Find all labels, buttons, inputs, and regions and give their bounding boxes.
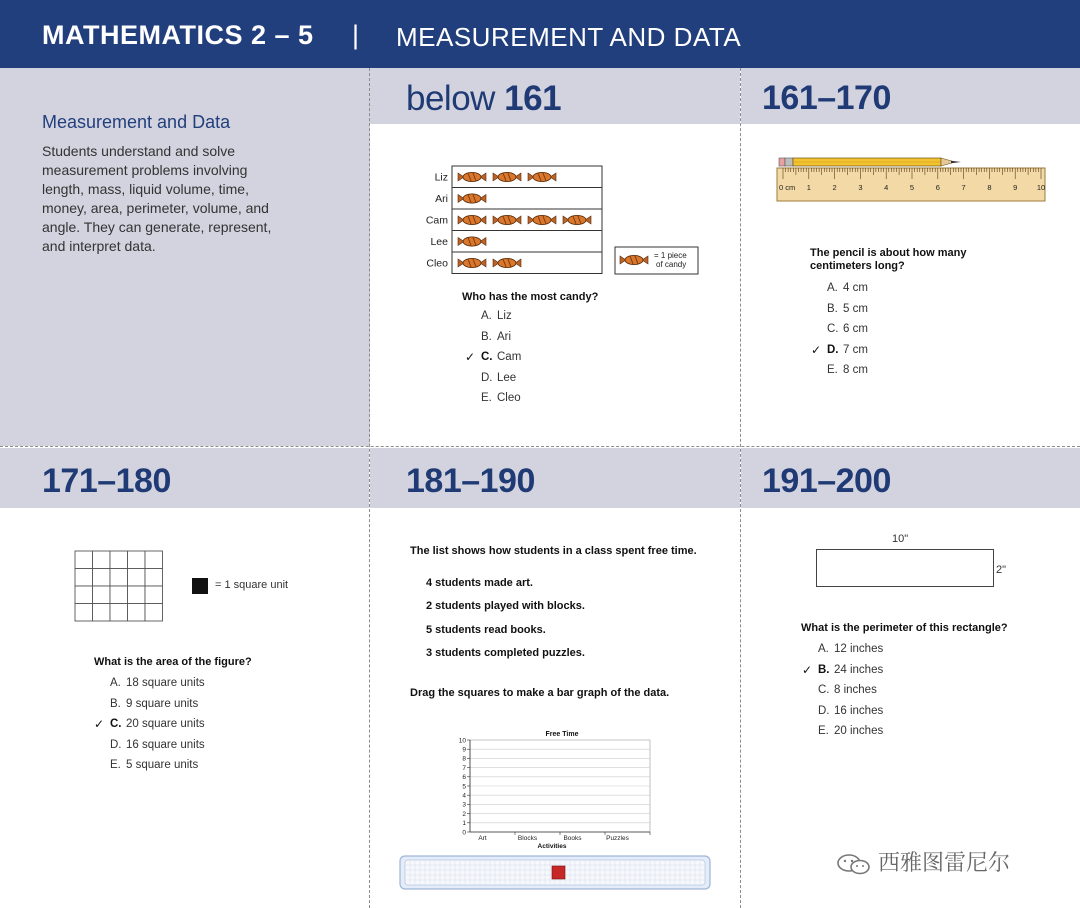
level-label: 181–190 bbox=[406, 462, 535, 500]
ruler-label: 5 bbox=[909, 183, 915, 192]
checkmark-icon: ✓ bbox=[811, 342, 822, 357]
grid-cell bbox=[128, 586, 146, 604]
unit-key-label: = 1 square unit bbox=[215, 579, 289, 591]
option-letter: B. bbox=[110, 697, 121, 710]
page-header bbox=[0, 0, 1080, 68]
rect-height-label: 2" bbox=[996, 564, 1007, 576]
grid-cell bbox=[75, 586, 93, 604]
grid-cell bbox=[110, 604, 128, 622]
area-figure bbox=[0, 448, 369, 638]
grid-cell bbox=[110, 551, 128, 569]
option-letter: E. bbox=[818, 725, 829, 737]
chart-title: Free Time bbox=[545, 731, 579, 738]
y-tick-label: 1 bbox=[462, 820, 466, 828]
grid-cell bbox=[110, 569, 128, 587]
key-label: of candy bbox=[656, 260, 687, 269]
option-letter: D. bbox=[110, 738, 122, 751]
y-tick-label: 7 bbox=[462, 764, 466, 772]
rect-option[interactable] bbox=[802, 725, 883, 746]
x-tick-label: Blocks bbox=[517, 835, 538, 842]
option-text: 6 cm bbox=[843, 323, 868, 335]
intro-body: Students understand and solve measurement problems involving length, mass, liquid volume, time, money, area, perimeter, volume, and angle. They can generate, represent, and interpret data. bbox=[42, 143, 272, 254]
intro-title: Measurement and Data bbox=[42, 112, 231, 132]
free-time-bar-chart[interactable] bbox=[370, 718, 740, 908]
level-161-170-panel bbox=[741, 68, 1080, 446]
area-option[interactable] bbox=[94, 759, 205, 780]
pictograph-name: Liz bbox=[434, 171, 448, 184]
option-letter: A. bbox=[827, 282, 838, 294]
freetime-item: 5 students read books. bbox=[426, 624, 546, 636]
candy-option[interactable] bbox=[465, 310, 521, 331]
topic-title: MEASUREMENT AND DATA bbox=[396, 22, 742, 52]
y-tick-label: 6 bbox=[462, 774, 466, 782]
watermark-text: 西雅图雷尼尔 bbox=[878, 851, 1011, 876]
grid-cell bbox=[110, 586, 128, 604]
option-text: 20 square units bbox=[126, 718, 205, 730]
divider-horizontal bbox=[0, 446, 1080, 447]
level-171-180-panel bbox=[0, 448, 369, 908]
ruler-label: 9 bbox=[1013, 183, 1018, 192]
pencil-option[interactable] bbox=[811, 282, 868, 303]
ruler-label: 6 bbox=[935, 183, 940, 192]
option-text: 18 square units bbox=[126, 677, 205, 689]
level-band bbox=[370, 448, 740, 508]
pictograph-name: Cam bbox=[425, 214, 448, 227]
unit-square-key bbox=[192, 578, 208, 594]
option-text: 24 inches bbox=[834, 663, 884, 676]
grid-cell bbox=[145, 586, 163, 604]
option-text: 7 cm bbox=[843, 343, 868, 356]
y-tick-label: 9 bbox=[462, 746, 466, 754]
candy-pictograph bbox=[370, 68, 740, 446]
option-letter: A. bbox=[818, 643, 829, 655]
pencil-ruler-figure bbox=[741, 68, 1080, 228]
pictograph-name: Cleo bbox=[426, 257, 448, 270]
pictograph-name: Ari bbox=[435, 193, 448, 205]
intro-panel bbox=[0, 68, 370, 446]
y-tick-label: 2 bbox=[462, 810, 466, 818]
freetime-item: 3 students completed puzzles. bbox=[426, 647, 585, 659]
option-letter: E. bbox=[827, 364, 838, 376]
pencil-option[interactable] bbox=[811, 364, 868, 385]
checkmark-icon: ✓ bbox=[465, 350, 476, 364]
area-option[interactable] bbox=[94, 677, 205, 698]
option-text: 20 inches bbox=[834, 725, 884, 737]
option-letter: D. bbox=[818, 704, 830, 717]
candy-option[interactable] bbox=[465, 372, 521, 393]
option-text: 16 square units bbox=[126, 738, 205, 751]
area-option[interactable] bbox=[94, 739, 205, 760]
option-letter: A. bbox=[110, 677, 121, 689]
option-text: Lee bbox=[497, 371, 517, 384]
y-tick-label: 10 bbox=[458, 737, 466, 745]
subject-title: MATHEMATICS 2 – 5 bbox=[42, 20, 314, 50]
checkmark-icon: ✓ bbox=[802, 662, 813, 677]
grid-cell bbox=[93, 604, 111, 622]
grid-cell bbox=[128, 604, 146, 622]
grid-cell bbox=[145, 604, 163, 622]
y-tick-label: 4 bbox=[462, 792, 466, 800]
freetime-instruction: Drag the squares to make a bar graph of the data. bbox=[410, 687, 670, 699]
option-letter: B. bbox=[827, 302, 838, 315]
ruler-label: 0 cm bbox=[779, 183, 796, 192]
option-letter: E. bbox=[481, 392, 492, 404]
option-text: 5 square units bbox=[126, 759, 199, 771]
y-tick-label: 5 bbox=[462, 783, 466, 791]
candy-option[interactable] bbox=[465, 392, 521, 413]
option-text: Cleo bbox=[497, 392, 521, 404]
level-191-200-panel bbox=[741, 448, 1080, 908]
option-text: 12 inches bbox=[834, 643, 884, 655]
ruler-label: 7 bbox=[961, 183, 966, 192]
pencil-option[interactable] bbox=[811, 323, 868, 344]
option-text: Cam bbox=[497, 351, 522, 363]
option-letter: C. bbox=[818, 684, 830, 696]
drag-square[interactable] bbox=[552, 866, 565, 879]
level-label: 161–170 bbox=[762, 79, 891, 117]
grid-cell bbox=[128, 551, 146, 569]
area-option[interactable] bbox=[94, 698, 205, 719]
watermark bbox=[836, 846, 1010, 877]
option-text: 8 cm bbox=[843, 364, 868, 376]
grid-cell bbox=[75, 551, 93, 569]
y-tick-label: 3 bbox=[462, 801, 466, 809]
ruler-label: 8 bbox=[987, 183, 992, 192]
header-separator: | bbox=[352, 20, 360, 50]
y-tick-label: 8 bbox=[462, 755, 466, 763]
grid-cell bbox=[93, 586, 111, 604]
option-text: 16 inches bbox=[834, 704, 884, 717]
rect-options bbox=[802, 643, 883, 746]
option-letter: B. bbox=[818, 663, 830, 676]
level-band bbox=[741, 448, 1080, 508]
option-letter: C. bbox=[827, 323, 839, 335]
level-label: 171–180 bbox=[42, 462, 171, 500]
candy-question: Who has the most candy? bbox=[462, 291, 599, 303]
level-181-190-panel bbox=[370, 448, 740, 908]
option-text: 5 cm bbox=[843, 302, 868, 315]
option-letter: C. bbox=[110, 718, 122, 730]
pictograph-name: Lee bbox=[430, 236, 448, 248]
area-question: What is the area of the figure? bbox=[94, 656, 252, 668]
y-tick-label: 0 bbox=[462, 829, 466, 837]
rect-option[interactable] bbox=[802, 684, 883, 705]
x-axis-label: Activities bbox=[537, 843, 567, 850]
area-options bbox=[94, 677, 205, 780]
option-letter: E. bbox=[110, 759, 121, 771]
freetime-intro: The list shows how students in a class spent free time. bbox=[410, 545, 697, 557]
rect-width-label: 10" bbox=[892, 533, 909, 545]
freetime-item: 4 students made art. bbox=[426, 577, 533, 589]
grid-cell bbox=[75, 569, 93, 587]
ruler-label: 1 bbox=[806, 183, 811, 192]
pencil bbox=[779, 158, 961, 166]
rect-question: What is the perimeter of this rectangle? bbox=[801, 622, 1008, 634]
ruler-label: 4 bbox=[884, 183, 889, 192]
pencil-question: The pencil is about how many centimeters long? bbox=[810, 247, 967, 272]
option-text: Liz bbox=[497, 310, 512, 322]
rect-option[interactable] bbox=[802, 664, 883, 685]
grid-cell bbox=[145, 551, 163, 569]
option-text: Ari bbox=[497, 330, 512, 343]
grid-cell bbox=[145, 569, 163, 587]
pencil-option[interactable] bbox=[811, 303, 868, 324]
ruler-label: 10 bbox=[1036, 183, 1046, 192]
chat-bubbles-icon bbox=[836, 852, 872, 876]
option-text: 8 inches bbox=[834, 684, 877, 696]
option-letter: D. bbox=[827, 343, 839, 356]
candy-options bbox=[465, 310, 521, 413]
rect-option[interactable] bbox=[802, 705, 883, 726]
level-below-161-panel bbox=[370, 68, 740, 446]
candy-option[interactable] bbox=[465, 351, 521, 372]
level-label: 191–200 bbox=[762, 462, 891, 500]
x-tick-label: Books bbox=[563, 835, 582, 842]
checkmark-icon: ✓ bbox=[94, 717, 105, 731]
option-text: 9 square units bbox=[126, 697, 199, 710]
option-text: 4 cm bbox=[843, 282, 868, 294]
grid-cell bbox=[75, 604, 93, 622]
pencil-option[interactable] bbox=[811, 344, 868, 365]
option-letter: D. bbox=[481, 371, 493, 384]
area-option[interactable] bbox=[94, 718, 205, 739]
grid-cell bbox=[93, 569, 111, 587]
ruler-label: 3 bbox=[858, 183, 863, 192]
grid-cell bbox=[128, 569, 146, 587]
rectangle-figure bbox=[816, 549, 994, 587]
option-letter: C. bbox=[481, 351, 493, 363]
x-tick-label: Art bbox=[478, 835, 487, 842]
ruler-label: 2 bbox=[832, 183, 837, 192]
rect-option[interactable] bbox=[802, 643, 883, 664]
pencil-options bbox=[811, 282, 868, 385]
x-tick-label: Puzzles bbox=[606, 835, 629, 842]
option-letter: A. bbox=[481, 310, 492, 322]
key-label: = 1 piece bbox=[654, 251, 687, 260]
candy-option[interactable] bbox=[465, 331, 521, 352]
freetime-item: 2 students played with blocks. bbox=[426, 600, 585, 612]
level-label: below 161 bbox=[406, 79, 562, 118]
grid-cell bbox=[93, 551, 111, 569]
option-letter: B. bbox=[481, 330, 492, 343]
